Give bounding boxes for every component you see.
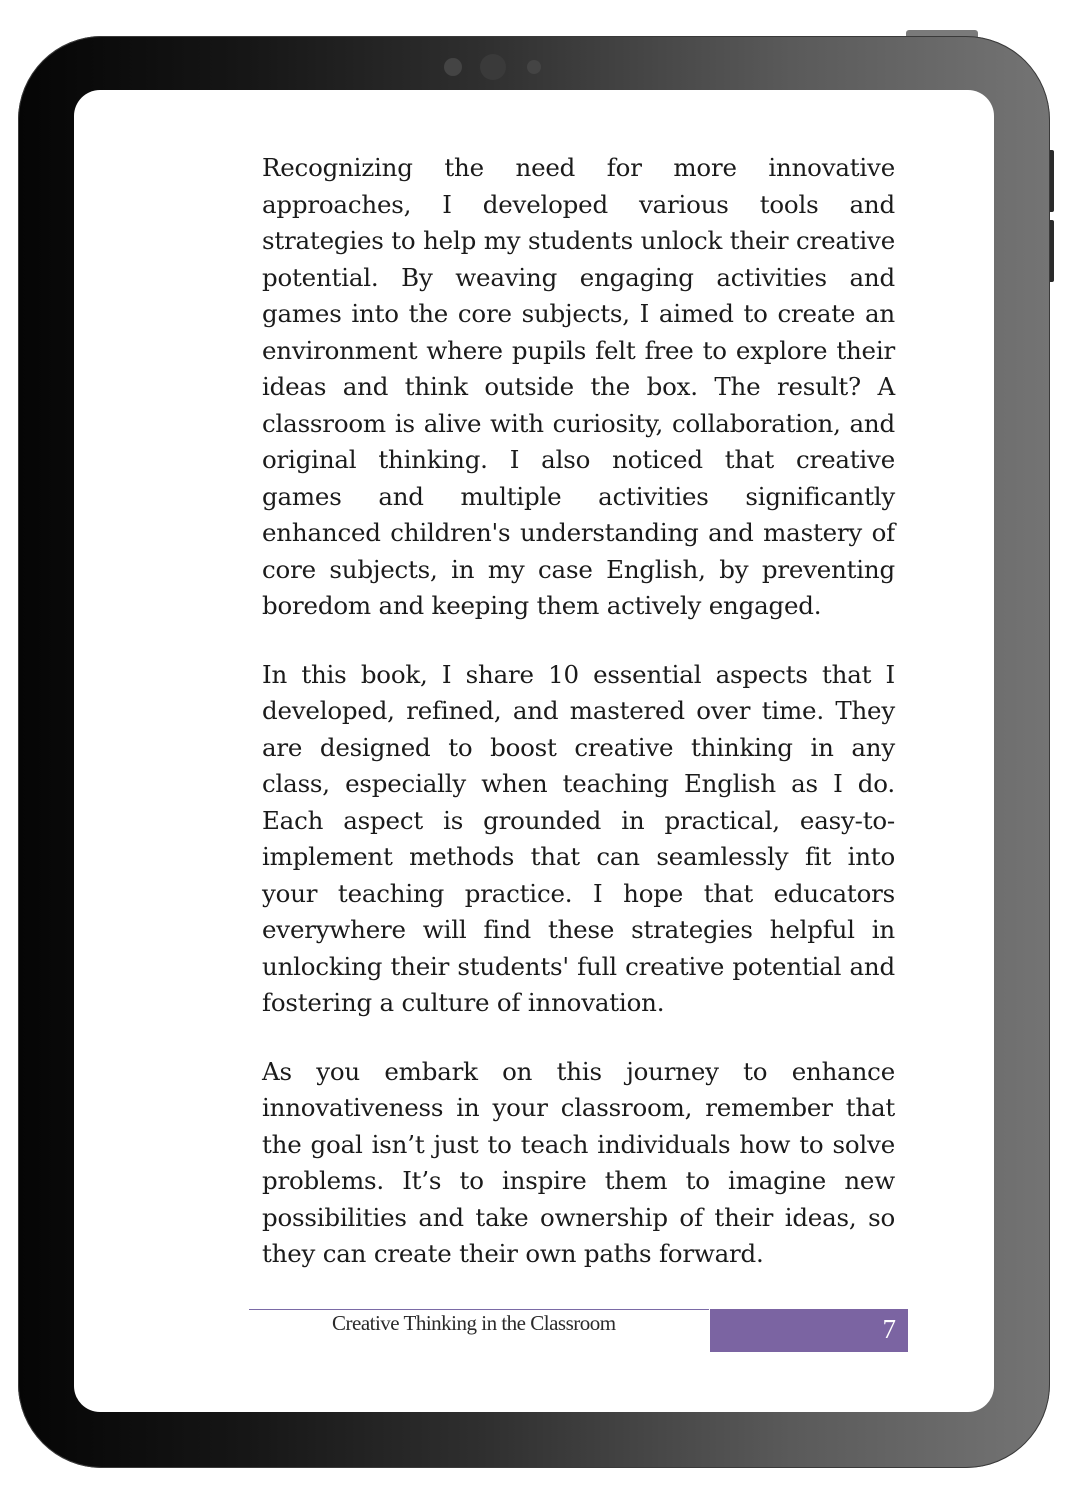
paragraph: In this book, I share 10 essential aspects that I developed, refined, and mastered over time. They are designed to boost creative thinking in any class, especially when teaching English as I do. Each aspect is grounded in practical, easy-to-implement methods that can seamlessly fit into your teaching practice. I hope that educators everywhere will find these strategies helpful in unlocking their students' full creative potential and fostering a culture of innovation. [262, 659, 895, 1017]
paragraph: As you embark on this journey to enhance innovativeness in your classroom, remember that the goal isn’t just to teach individuals how to solve problems. It’s to inspire them to imagine new possibilities and take ownership of their ideas, so they can create their own paths forward. [262, 1056, 895, 1268]
page-number: 7 [882, 1314, 896, 1344]
tablet-screen [74, 90, 994, 1412]
footer-divider [249, 1309, 709, 1310]
sensor-dot [527, 60, 541, 74]
page-body [262, 150, 895, 1305]
paragraph: Recognizing the need for more innovative approaches, I developed various tools and strategies to help my students unlock their creative potential. By weaving engaging activities and games into the core subjects, I aimed to create an environment where pupils felt free to explore their ideas and think outside the box. The result? A classroom is alive with curiosity, collaboration, and original thinking. I also noticed that creative games and multiple activities significantly enhanced children's understanding and mastery of core subjects, in my case English, by preventing boredom and keeping them actively engaged. [262, 153, 895, 620]
running-footer-title: Creative Thinking in the Classroom [332, 1311, 616, 1335]
page-number-box [710, 1309, 908, 1352]
camera-icon [480, 54, 506, 80]
sensor-dot [444, 58, 462, 76]
